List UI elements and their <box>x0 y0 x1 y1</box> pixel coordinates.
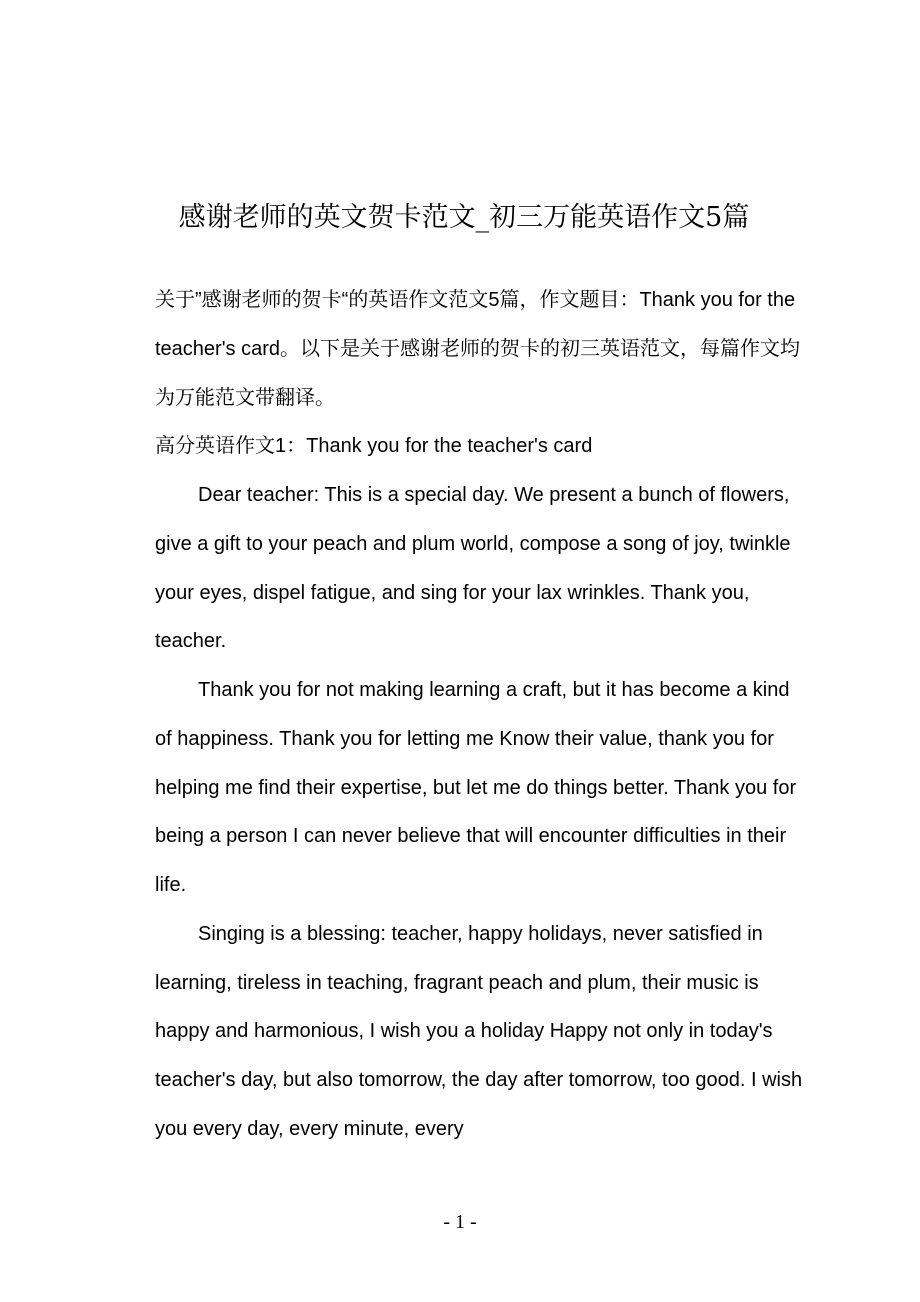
essay-paragraph-2: Thank you for not making learning a craft, but it has become a kind of happiness. Thank you for letting me Know their value, thank you for helping me find their expertise, but let me do things better. Thank you for being a person I can never believe that will encounter difficulties in their life. <box>155 679 797 896</box>
document-title: 感谢老师的英文贺卡范文_初三万能英语作文5篇 <box>178 202 750 233</box>
essay-heading: 高分英语作文1：Thank you for the teacher's card <box>155 435 593 458</box>
page-number: - 1 - <box>443 1211 477 1233</box>
essay-paragraph-1: Dear teacher: This is a special day. We present a bunch of flowers, give a gift to your peach and plum world, compose a song of joy, twinkle your eyes, dispel fatigue, and sing for your lax wrinkles. Thank you, teacher. <box>155 484 791 653</box>
intro-paragraph: 关于”感谢老师的贺卡“的英语作文范文5篇，作文题目：Thank you for the teacher's card。以下是关于感谢老师的贺卡的初三英语范文，每篇作文均为万能范文带翻译。 <box>155 289 800 409</box>
document-body <box>155 276 810 1154</box>
essay-paragraph-3: Singing is a blessing: teacher, happy holidays, never satisfied in learning, tireless in teaching, fragrant peach and plum, their music is happy and harmonious, I wish you a holiday Happy not only in today's teacher's day, but also tomorrow, the day after tomorrow, too good. I wish you every day, every minute, every <box>155 922 803 1140</box>
